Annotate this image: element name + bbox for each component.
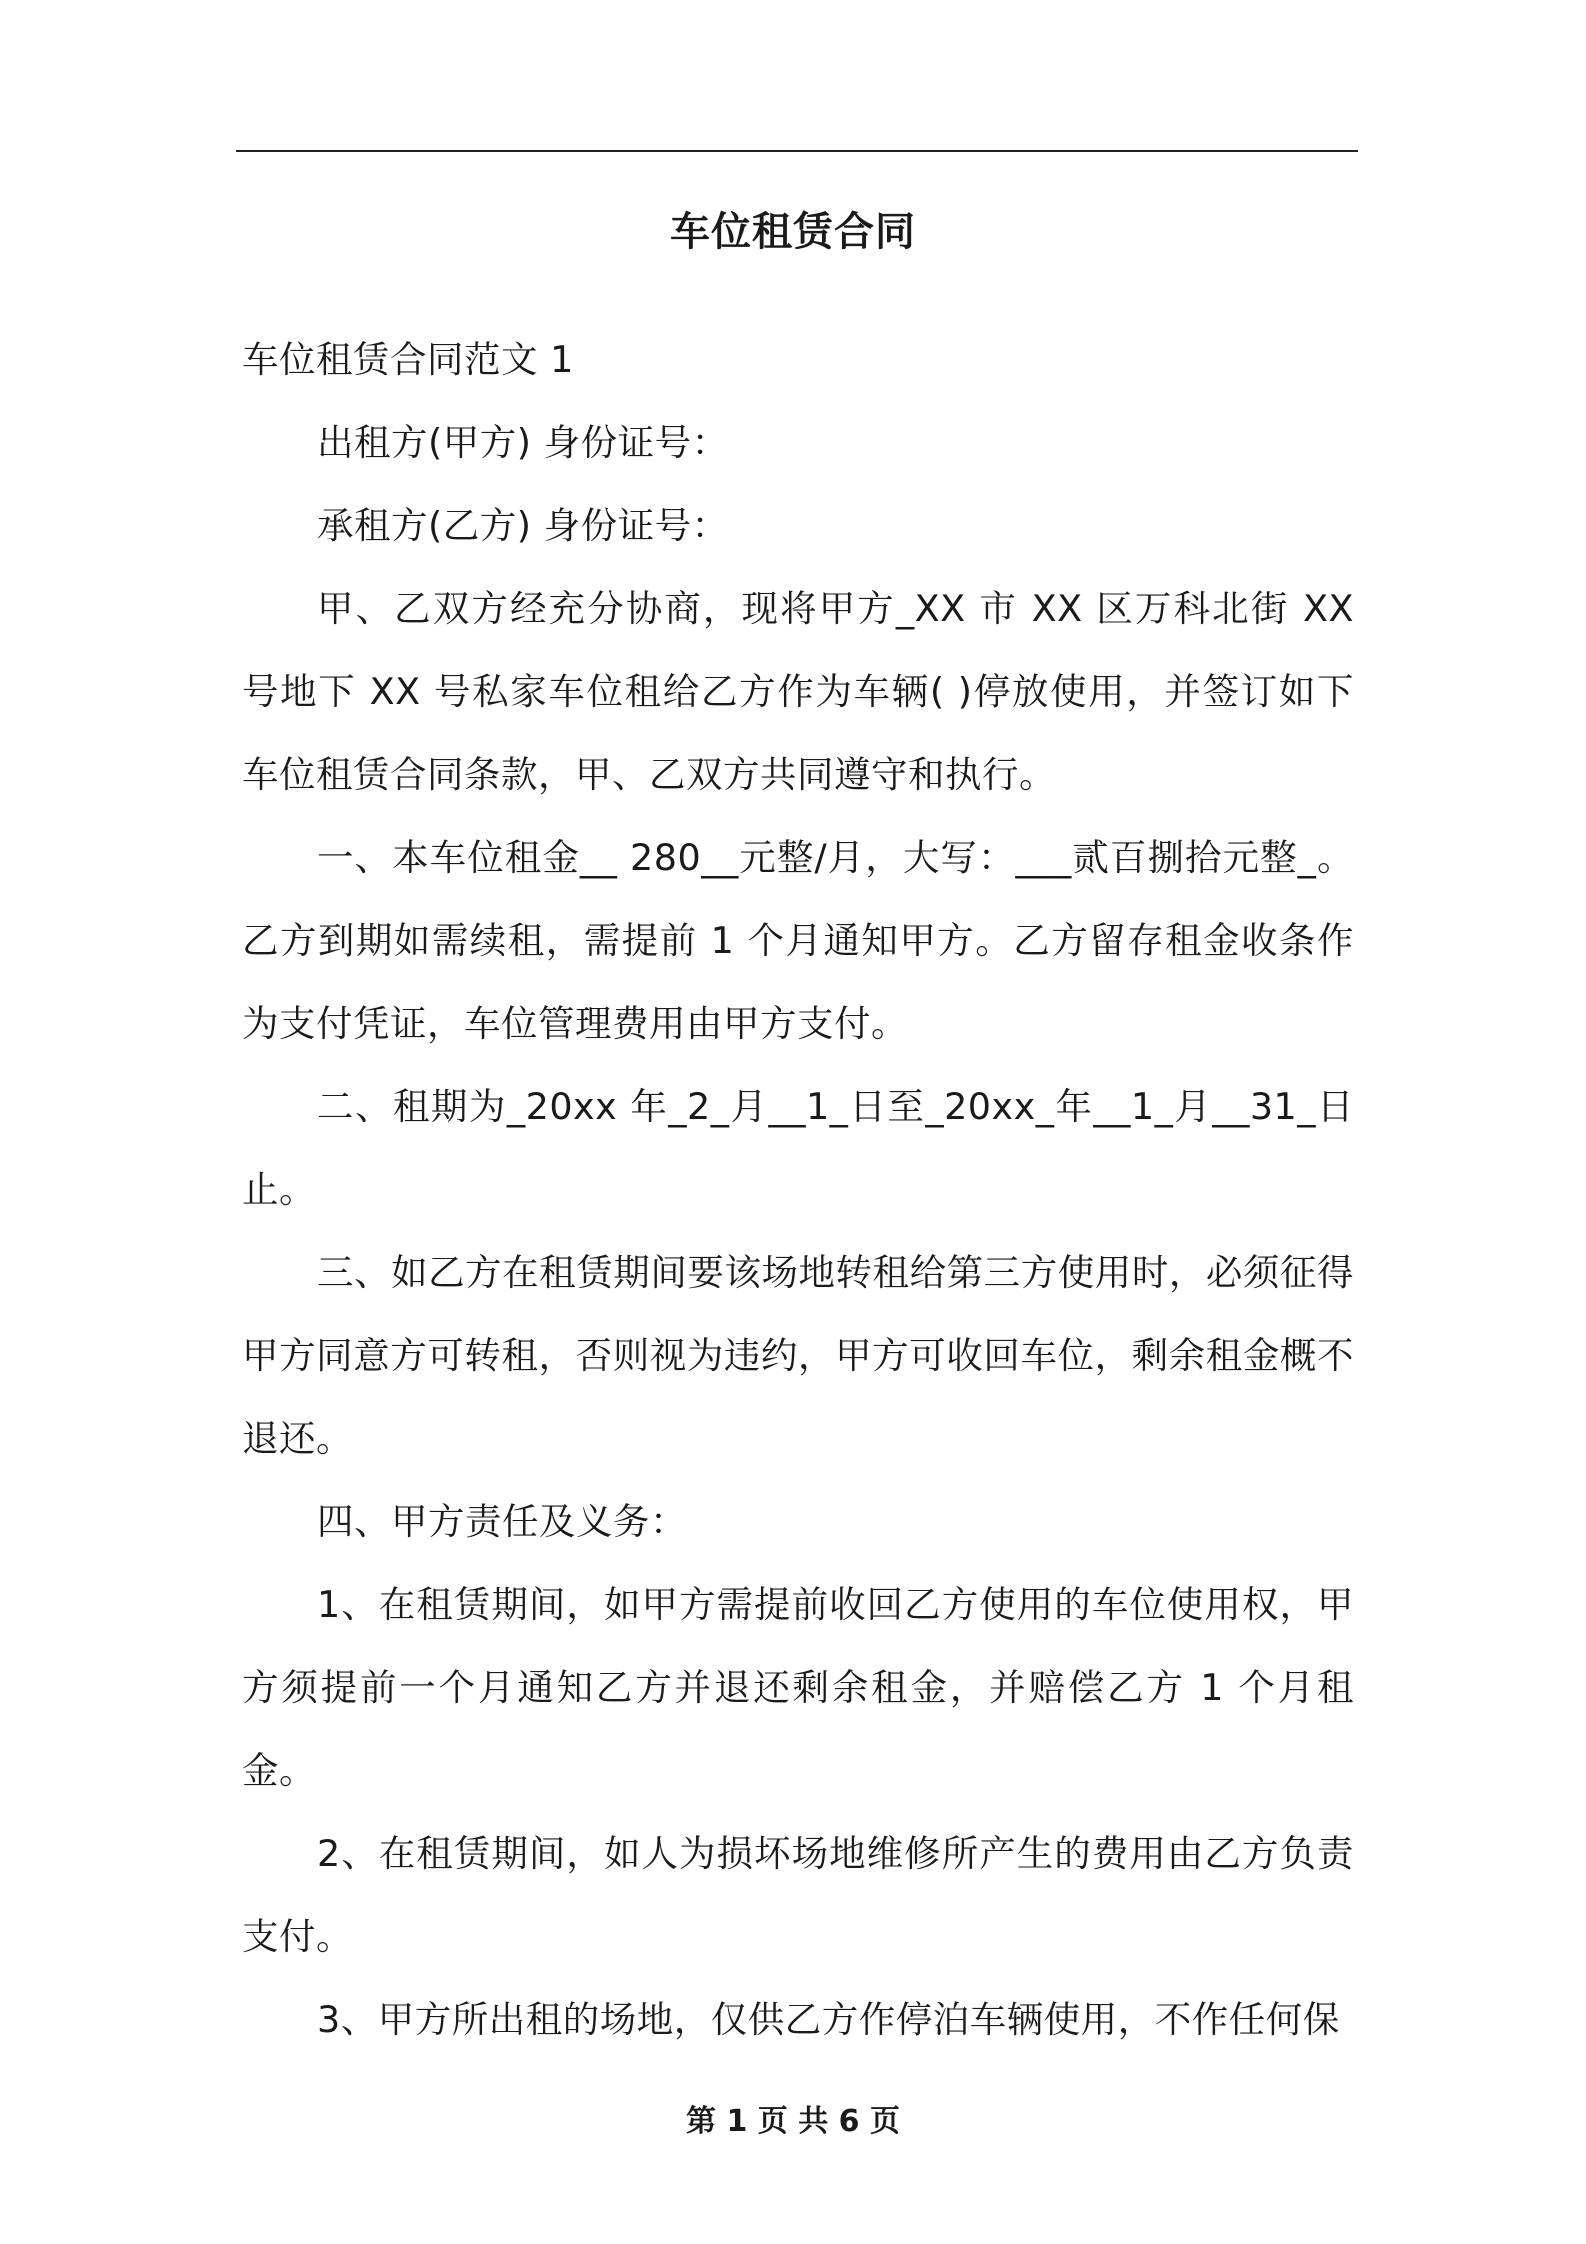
paragraph-clause-4-heading: 四、甲方责任及义务：	[317, 1500, 687, 1543]
paragraph-lessor: 出租方(甲方) 身份证号：	[317, 421, 729, 464]
header-rule	[236, 150, 1358, 152]
paragraph-item-1: 1、在租赁期间，如甲方需提前收回乙方使用的车位使用权，甲方须提前一个月通知乙方并退还剩余租金，并赔偿乙方 1 个月租金。	[242, 1583, 1354, 1792]
paragraph-item-3: 3、甲方所出租的场地，仅供乙方作停泊车辆使用，不作任何保	[317, 1998, 1340, 2041]
page-number: 第 1 页 共 6 页	[686, 2104, 900, 2139]
paragraph-clause-1: 一、本车位租金__ 280__元整/月，大写：___贰百捌拾元整_。乙方到期如需续租，需提前 1 个月通知甲方。乙方留存租金收条作为支付凭证，车位管理费用由甲方支付。	[242, 836, 1354, 1045]
paragraph-clause-2: 二、租期为_20xx 年_2_月__1_日至_20xx_年__1_月__31_日止。	[242, 1085, 1354, 1211]
paragraph-item-2: 2、在租赁期间，如人为损坏场地维修所产生的费用由乙方负责支付。	[242, 1832, 1354, 1958]
paragraph-lessee: 承租方(乙方) 身份证号：	[317, 504, 729, 547]
document-title: 车位租赁合同	[670, 209, 916, 255]
paragraph-intro: 甲、乙双方经充分协商，现将甲方_XX 市 XX 区万科北街 XX 号地下 XX 号私家车位租给乙方作为车辆( )停放使用，并签订如下车位租赁合同条款，甲、乙双方共同遵守和执行。	[242, 587, 1354, 796]
document-body	[242, 318, 1354, 2061]
section-heading: 车位租赁合同范文 1	[242, 338, 574, 381]
paragraph-clause-3: 三、如乙方在租赁期间要该场地转租给第三方使用时，必须征得甲方同意方可转租，否则视为违约，甲方可收回车位，剩余租金概不退还。	[242, 1251, 1354, 1460]
